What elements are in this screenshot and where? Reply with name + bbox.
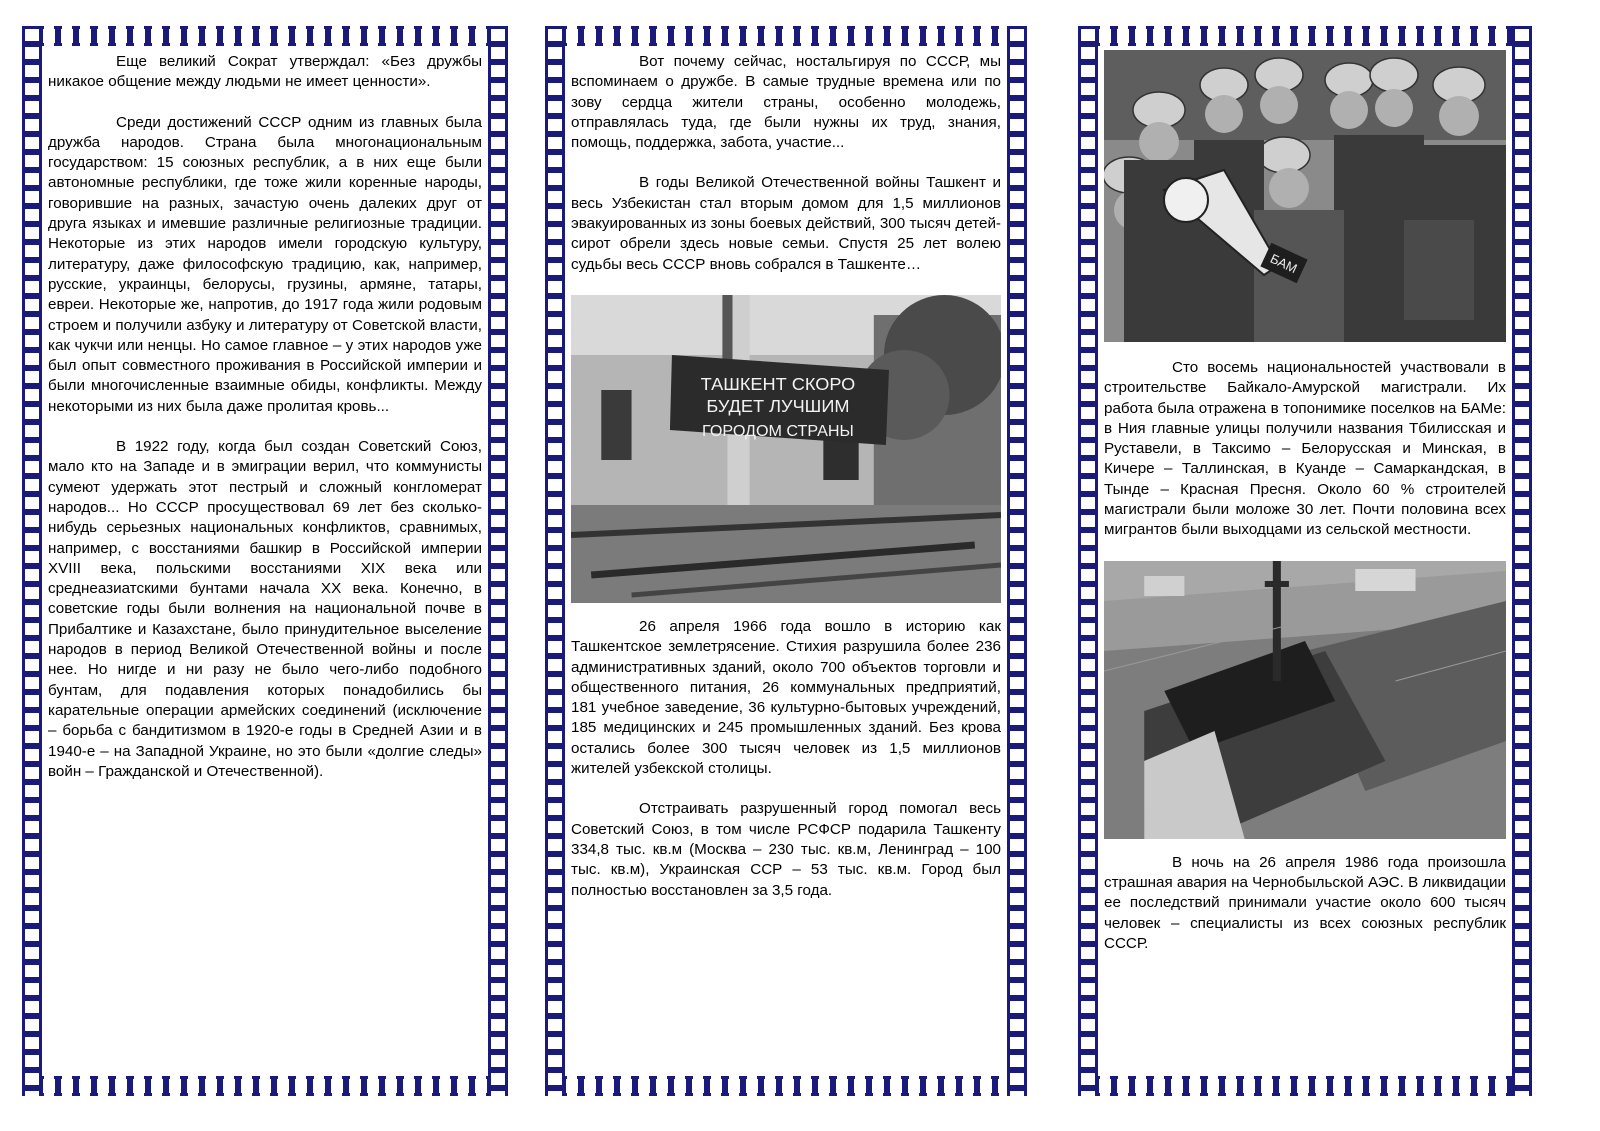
sign-line-3: ГОРОДОМ СТРАНЫ xyxy=(702,422,854,440)
paragraph-rebuilding: Отстраивать разрушенный город помогал весь Советский Союз, в том числе РСФСР подарила Ташкенту 334,8 тыс. кв.м (Москва – 230 тыс. кв.м, Ленинград – 100 тыс. кв.м), Украинская ССР – 53 тыс. кв.м. Город был полностью восстановлен за 3,5 года. xyxy=(571,800,1001,899)
border-bottom xyxy=(22,1076,508,1096)
border-top xyxy=(1078,26,1532,46)
border-left xyxy=(1078,26,1098,1096)
chernobyl-photo-svg xyxy=(1104,561,1506,839)
panel-1 xyxy=(22,26,508,1096)
bam-key-label: БАМ xyxy=(1268,250,1300,277)
paragraph-chernobyl: В ночь на 26 апреля 1986 года произошла страшная авария на Чернобыльской АЭС. В ликвидации ее последствий принимали участие около 600 тысяч человек – специалисты из всех союзных республик СССР. xyxy=(1104,853,1506,952)
sign-line-1: ТАШКЕНТ СКОРО xyxy=(700,374,856,394)
tashkent-photo-svg xyxy=(571,295,1001,603)
bam-photo-svg xyxy=(1104,50,1506,342)
border-bottom xyxy=(1078,1076,1532,1096)
border-top xyxy=(545,26,1027,46)
border-bottom xyxy=(545,1076,1027,1096)
border-top xyxy=(22,26,508,46)
paragraph-nostalgia: Вот почему сейчас, ностальгируя по СССР, мы вспоминаем о дружбе. В самые трудные времена или по зову сердца жители страны, особенно молодежь, отправлялась туда, где были нужны их труд, знания, помощь, поддержка, забота, участие... xyxy=(571,53,1001,152)
panel-3-text xyxy=(1104,50,1506,1070)
panel-1-text xyxy=(48,52,482,1070)
paragraph-bam: Сто восемь национальностей участвовали в строительстве Байкало-Амурской магистрали. Их работа была отражена в топонимике поселков на БАМе: в Ния главные улицы получили названия Тбилисская и Руставели, в Таксимо – Белорусская и Минская, в Кичере – Таллинская, в Куанде – Самаркандская, в Тынде – Красная Пресня. Около 60 % строителей магистрали были моложе 30 лет. Почти половина всех мигрантов были выходцами из сельской местности. xyxy=(1104,359,1506,539)
bam-workers-photo xyxy=(1104,50,1506,342)
tashkent-earthquake-photo xyxy=(571,295,1001,603)
border-right xyxy=(488,26,508,1096)
panel-2 xyxy=(545,26,1027,1096)
panel-3 xyxy=(1078,26,1532,1096)
paragraph-earthquake-1966: 26 апреля 1966 года вошло в историю как Ташкентское землетрясение. Стихия разрушила более 236 административных зданий, около 700 объектов торговли и общественного питания, 26 коммунальных предприятий, 181 учебное заведение, 36 культурно-бытовых учреждений, 185 медицинских и 245 промышленных зданий. Без крова остались более 300 тысяч человек из 1,5 миллионов жителей узбекской столицы. xyxy=(571,617,1001,778)
paragraph-ussr-achievements: Среди достижений СССР одним из главных была дружба народов. Страна была многонациональным государством: 15 союзных республик, а в них еще были автономные республики, где тоже жили коренные народы, говорившие на разных, зачастую очень далеких друг от друга языках и имевшие различные религиозные традиции. Некоторые из этих народов имели городскую культуру, литературу, даже философскую традицию, как, например, русские, украинцы, белорусы, грузины, армяне, татары, евреи. Некоторые же, напротив, до 1917 года жили родовым строем и получили азбуку и литературу от Советской власти, как чукчи или ненцы. Но самое главное – у этих народов уже был опыт совместного проживания в Российской империи и были многочисленные взаимные обиды, конфликты. Между некоторыми из них была даже пролитая кровь... xyxy=(48,113,482,415)
paragraph-war-tashkent: В годы Великой Отечественной войны Ташкент и весь Узбекистан стал вторым домом для 1,5 миллионов эвакуированных из зоны боевых действий, 300 тысяч детей-сирот обрели здесь новые семьи. Спустя 25 лет волею судьбы весь СССР вновь собрался в Ташкенте… xyxy=(571,174,1001,273)
panel-2-text xyxy=(571,52,1001,1070)
chernobyl-photo xyxy=(1104,561,1506,839)
paragraph-socrates: Еще великий Сократ утверждал: «Без дружбы никакое общение между людьми не имеет ценности». xyxy=(48,53,482,91)
sign-line-2: БУДЕТ ЛУЧШИМ xyxy=(706,396,850,416)
border-left xyxy=(545,26,565,1096)
border-left xyxy=(22,26,42,1096)
paragraph-1922: В 1922 году, когда был создан Советский Союз, мало кто на Западе и в эмиграции верил, что коммунисты сумеют удержать этот пестрый и сложный конгломерат народов... Но СССР просуществовал 69 лет без сколько-нибудь серьезных национальных конфликтов, сравнимых, например, с восстаниями башкир в Российской империи XVIII века, польскими восстаниями XIX века или среднеазиатскими бунтами начала XX века. Конечно, в советские годы были волнения на национальной почве в Прибалтике и Казахстане, было принудительное выселение народов в период Великой Отечественной войны и после нее. Но нигде и ни разу не было чего-либо подобного бунтам, для подавления которых понадобились бы карательные операции армейских соединений (исключение – борьба с бандитизмом в 1920-е годы в Средней Азии и в 1940-е – на Западной Украине, но это были «долгие следы» войн – Гражданской и Отечественной). xyxy=(48,438,482,780)
border-right xyxy=(1512,26,1532,1096)
border-right xyxy=(1007,26,1027,1096)
